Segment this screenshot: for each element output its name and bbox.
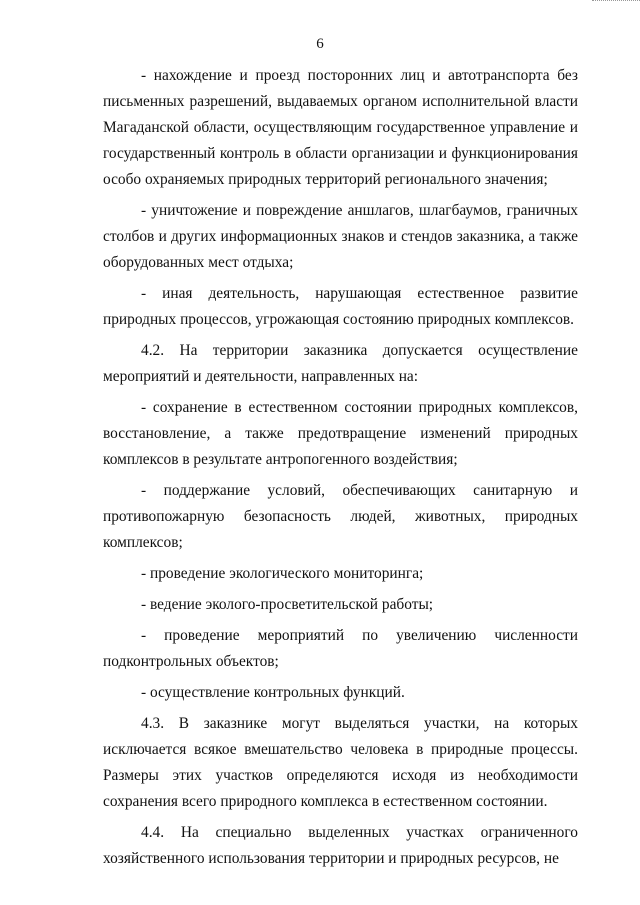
paragraph-12: 4.4. На специально выделенных участках ограниченного хозяйственного использования территории и природных ресурсов, не	[103, 824, 578, 867]
corner-mark	[592, 0, 640, 4]
paragraph-7: - проведение экологического мониторинга;	[141, 565, 424, 582]
paragraph-8: - ведение эколого-просветительской работы;	[141, 596, 434, 613]
paragraph-10: - осуществление контрольных функций.	[141, 684, 405, 701]
paragraph-2: - уничтожение и повреждение аншлагов, шлагбаумов, граничных столбов и других информационных знаков и стендов заказника, а также оборудованных мест отдыха;	[103, 202, 578, 271]
paragraph-1: - нахождение и проезд посторонних лиц и автотранспорта без письменных разрешений, выдаваемых органом исполнительной власти Магаданской области, осуществляющим государственное управление и государственный контроль в области организации и функционирования особо охраняемых природных территорий регионального значения;	[103, 67, 578, 188]
paragraph-3: - иная деятельность, нарушающая естественное развитие природных процессов, угрожающая состоянию природных комплексов.	[103, 285, 578, 328]
paragraph-4: 4.2. На территории заказника допускается осуществление мероприятий и деятельности, направленных на:	[103, 342, 578, 385]
paragraph-5: - сохранение в естественном состоянии природных комплексов, восстановление, а также предотвращение изменений природных комплексов в результате антропогенного воздействия;	[103, 399, 578, 468]
document-body	[103, 63, 578, 877]
paragraph-9: - проведение мероприятий по увеличению численности подконтрольных объектов;	[103, 627, 578, 670]
paragraph-11: 4.3. В заказнике могут выделяться участки, на которых исключается всякое вмешательство человека в природные процессы. Размеры этих участков определяются исходя из необходимости сохранения всего природного комплекса в естественном состоянии.	[103, 715, 578, 810]
paragraph-6: - поддержание условий, обеспечивающих санитарную и противопожарную безопасность людей, животных, природных комплексов;	[103, 482, 578, 551]
page-number: 6	[316, 36, 324, 52]
